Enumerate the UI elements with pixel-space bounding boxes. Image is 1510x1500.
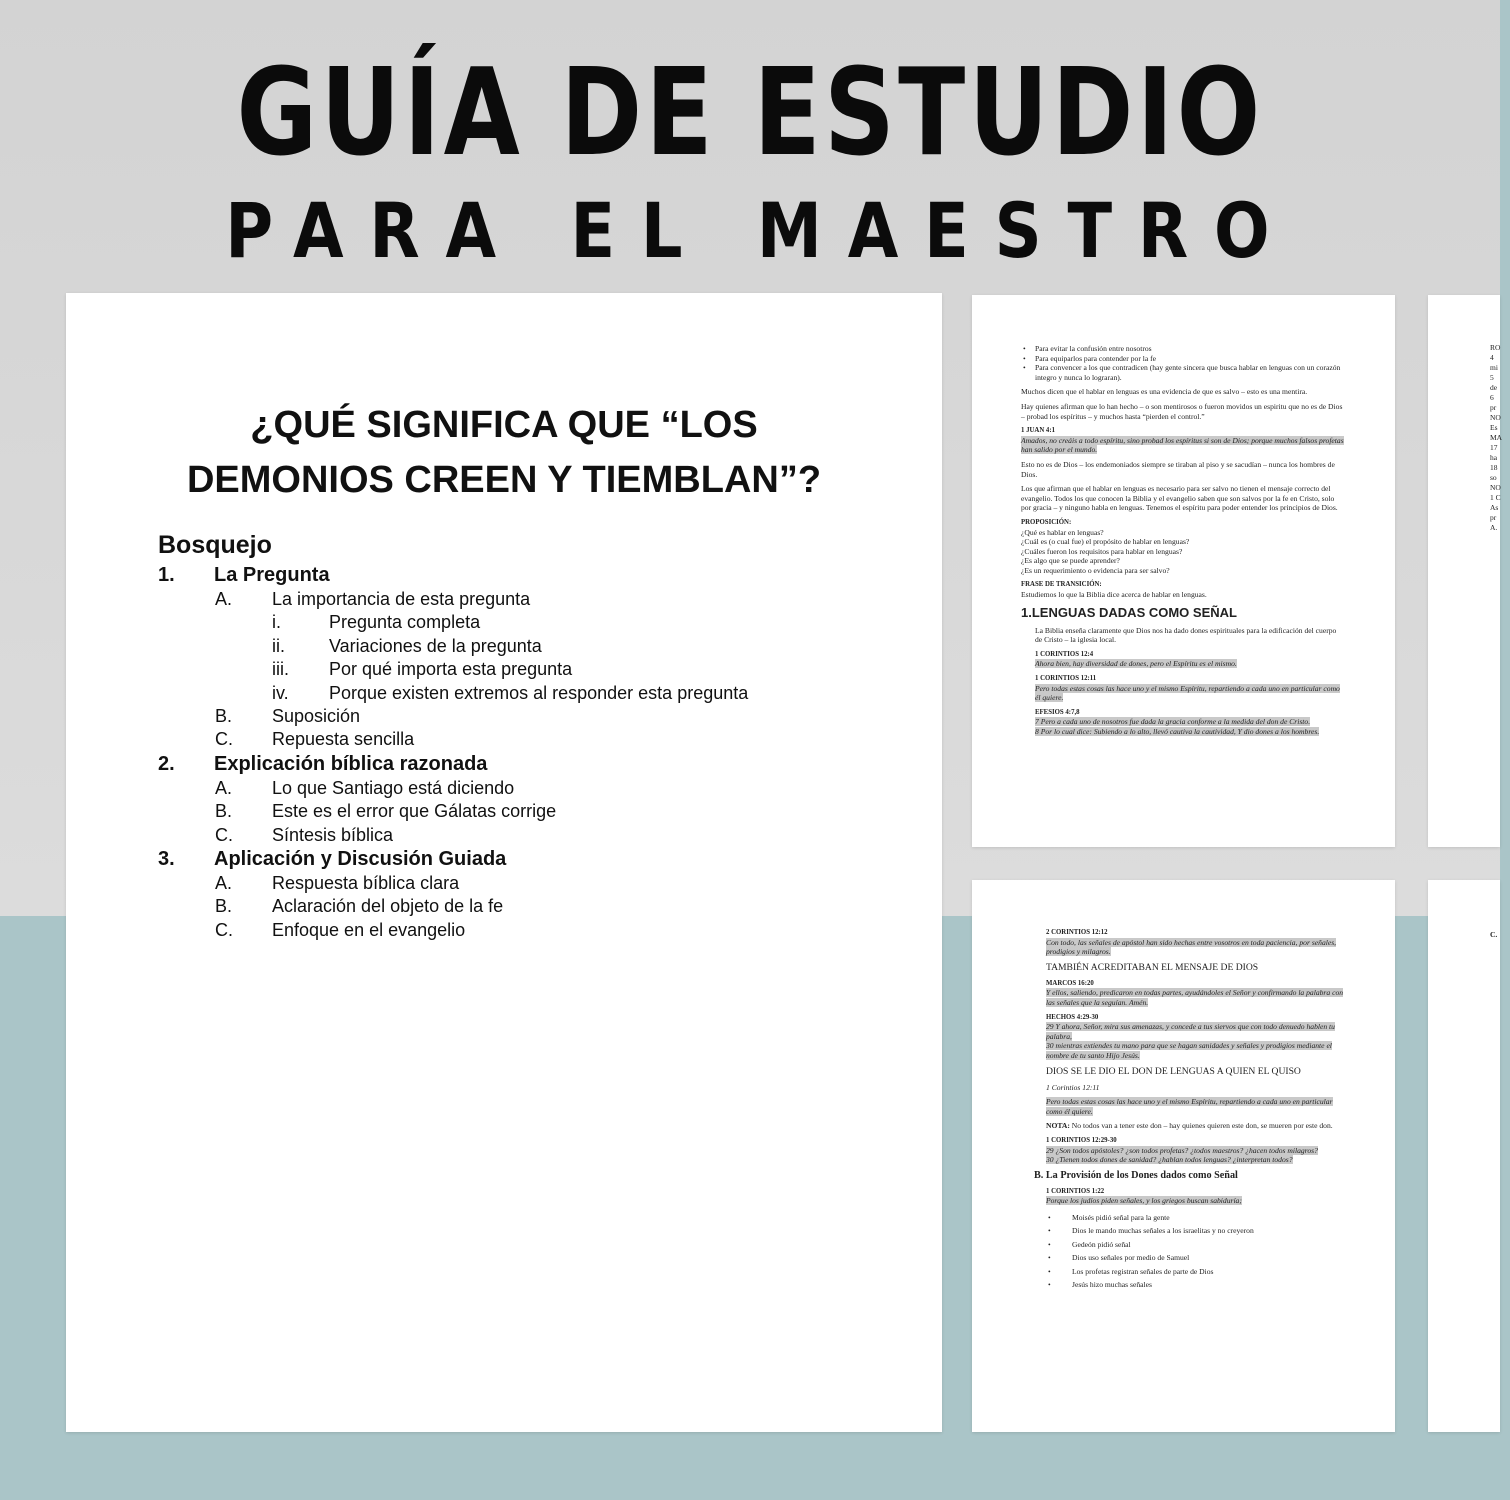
document-title-line2: DEMONIOS CREEN Y TIEMBLAN”? [186,459,822,501]
scripture-reference: 1 CORINTIOS 12:11 [1035,675,1097,683]
section-heading: 1.LENGUAS DADAS COMO SEÑAL [1021,604,1237,620]
banner-title: GUÍA DE ESTUDIO [236,44,1264,183]
outline-text: Pregunta completa [329,612,481,633]
scripture-verse: Pero todas estas cosas las hace uno y el mismo Espíritu, repartiendo a cada uno en particular como él quiere. [1046,1097,1333,1116]
outline-marker: B. [215,705,233,726]
outline-marker: B. [215,896,233,917]
outline-marker: C. [215,919,233,940]
note-text: No todos van a tener este don – hay quienes quieren este don, se mueren por este don. [1069,1121,1333,1131]
outline-item [158,800,878,823]
outline-item [158,752,878,777]
outline-marker: iii. [272,659,289,680]
text-fragment: 1 C [1490,493,1501,502]
text-fragment: RO [1490,343,1501,352]
proposition-question: ¿Es algo que se puede aprender? [1021,556,1120,566]
outline-text: Respuesta bíblica clara [272,872,460,893]
proposition-question: ¿Cuáles fueron los requisitos para hablar en lenguas? [1021,546,1183,556]
text-fragment: MA [1490,433,1503,442]
scripture-reference: 1 JUAN 4:1 [1021,427,1055,435]
proposition-label: PROPOSICIÓN: [1021,518,1072,526]
page3-bullet-list [1046,1211,1346,1291]
text-fragment: NO [1490,413,1501,422]
scripture-verse: 30 mientras extiendes tu mano para que se hagan sanidades y señales y prodigios mediante el nombre de tu santo Hijo Jesús. [1046,1041,1332,1060]
outline-item [158,895,878,918]
page5-visible-fragments [1490,930,1510,940]
scripture-reference: 1 CORINTIOS 1:22 [1046,1187,1105,1195]
preview-page-4 [1428,295,1503,847]
outline-text: Enfoque en el evangelio [272,919,466,940]
bullet-item: • Jesús hizo muchas señales [1046,1278,1346,1291]
note-label: NOTA: [1046,1121,1070,1131]
text-fragment: de [1490,383,1498,392]
page2-bullet-list [1021,344,1345,382]
text-fragment: A. [1490,523,1498,532]
outline-text: Variaciones de la pregunta [329,635,542,656]
outline-rows [158,563,878,942]
outline-text: Suposición [272,705,361,726]
outline-marker: C. [215,824,233,845]
outline-text: Aplicación y Discusión Guiada [214,847,507,870]
outline-marker: iv. [272,682,289,703]
outline-marker: 2. [158,752,175,775]
scripture-verse: 8 Por lo cual dice: Subiendo a lo alto, llevó cautiva la cautividad, Y dio dones a los hombres. [1035,727,1320,736]
scripture-reference: MARCOS 16:20 [1046,979,1094,987]
transition-label: FRASE DE TRANSICIÓN: [1021,581,1102,589]
scripture-verse: Ahora bien, hay diversidad de dones, pero el Espíritu es el mismo. [1035,659,1237,669]
proposition-question: ¿Es un requerimiento o evidencia para ser salvo? [1021,565,1170,575]
outline-item [158,611,878,634]
proposition-questions [1021,528,1345,576]
bullet-item: • Dios le mando muchas señales a los israelitas y no creyeron [1046,1224,1346,1237]
outline-marker: B. [215,801,233,822]
outline-item [158,682,878,705]
scripture-verse: Y ellos, saliendo, predicaron en todas partes, ayudándoles el Señor y confirmando la palabra con las señales que la seguían. Amén. [1046,988,1344,1007]
document-title [66,398,942,508]
text-fragment: pr [1490,403,1497,412]
outline-marker: 3. [158,847,175,870]
outline-item [158,705,878,728]
bullet-item: • Gedeón pidió señal [1046,1238,1346,1251]
text-fragment: 17 [1490,443,1498,452]
banner-subtitle: PARA EL MAESTRO [225,186,1296,275]
text-fragment: C. [1490,930,1498,939]
page2-paragraph: Los que afirman que el hablar en lenguas es necesario para ser salvo no tienen el mensaje correcto del evangelio. Todos los que conocen la Biblia y el evangelio saben que son salvos por la fe en Cristo, solo por gracia – y ninguno habla en lenguas. Tenemos el espíritu para poder entender los principios de Dios. [1021,484,1338,513]
bullet-item: • Para equiparlos para contender por la fe [1021,354,1345,364]
page2-paragraph: La Biblia enseña claramente que Dios nos ha dado dones espirituales para la edificación del cuerpo de Cristo – la iglesia local. [1035,625,1337,645]
outline-text: Porque existen extremos al responder esta pregunta [329,682,749,703]
outline-text: Síntesis bíblica [272,824,394,845]
bullet-item: • Los profetas registran señales de parte de Dios [1046,1265,1346,1278]
outline-text: Este es el error que Gálatas corrige [272,801,557,822]
scripture-verse: 29 ¿Son todos apóstoles? ¿son todos profetas? ¿todos maestros? ¿hacen todos milagros? [1046,1145,1318,1155]
outline-marker: A. [215,872,233,893]
outline-item [158,588,878,611]
outline-marker: A. [215,589,233,609]
preview-page-3 [972,880,1395,1432]
preview-page-2 [972,295,1395,847]
text-fragment: ha [1490,453,1498,462]
text-fragment: pr [1490,513,1497,522]
outline-item [158,847,878,872]
text-fragment: so [1490,473,1497,482]
outline-text: Repuesta sencilla [272,729,415,750]
text-fragment: Es [1490,423,1498,432]
scripture-reference: 2 CORINTIOS 12:12 [1046,929,1108,936]
outline-item [158,919,878,942]
text-fragment: 5 [1490,373,1494,382]
outline-text: Lo que Santiago está diciendo [272,777,515,798]
outline-item [158,777,878,800]
subsection-heading: B. La Provisión de los Dones dados como Señal [1034,1169,1238,1181]
outline-text: Aclaración del objeto de la fe [272,896,504,917]
scripture-verse: Con todo, las señales de apóstol han sido hechas entre vosotros en toda paciencia, por señales, prodigios y milagros. [1046,937,1337,957]
outline-marker: ii. [272,635,285,656]
page3-caps-heading: DIOS SE LE DIO EL DON DE LENGUAS A QUIEN EL QUISO [1046,1065,1301,1077]
page2-paragraph: Muchos dicen que el hablar en lenguas es una evidencia de que es salvo – esto es una mentira. [1021,387,1308,397]
proposition-question: ¿Cuál es (o cual fue) el propósito de hablar en lenguas? [1021,537,1190,547]
scripture-verse: Amados, no creáis a todo espíritu, sino probad los espíritus si son de Dios; porque muchos falsos profetas han salido por el mundo. [1021,435,1344,455]
outline-text: La Pregunta [214,564,330,586]
outline-marker: C. [215,729,233,750]
outline-item [158,872,878,895]
scripture-verse: 7 Pero a cada uno de nosotros fue dada la gracia conforme a la medida del don de Cristo. [1035,717,1311,727]
proposition-question: ¿Qué es hablar en lenguas? [1021,527,1104,537]
text-fragment: mi [1490,363,1498,372]
scripture-verse: 30 ¿Tienen todos dones de sanidad? ¿hablan todos lenguas? ¿interpretan todos? [1046,1155,1293,1165]
outline-marker: i. [272,612,281,633]
text-fragment: As [1490,503,1499,512]
outline-item [158,635,878,658]
scripture-verse: Pero todas estas cosas las hace uno y el mismo Espíritu, repartiendo a cada uno en particular como él quiere. [1035,683,1340,703]
page4-visible-fragments [1490,343,1510,533]
outline-text: Por qué importa esta pregunta [329,659,573,680]
outline-item [158,563,878,588]
scripture-reference: EFESIOS 4:7,8 [1035,708,1080,716]
text-fragment: 18 [1490,463,1498,472]
page2-paragraph: Esto no es de Dios – los endemoniados siempre se tiraban al piso y se sacudían – nunca los hombres de Dios. [1021,459,1335,479]
outline-item [158,824,878,847]
page3-caps-heading: TAMBIÉN ACREDITABAN EL MENSAJE DE DIOS [1046,961,1259,973]
banner [0,44,1500,276]
bullet-item: • Moisés pidió señal para la gente [1046,1211,1346,1224]
scripture-reference: 1 CORINTIOS 12:4 [1035,650,1094,658]
scripture-verse: Porque los judíos piden señales, y los griegos buscan sabiduría; [1046,1196,1242,1206]
scripture-reference: 1 CORINTIOS 12:29-30 [1046,1136,1117,1144]
outline-text: Explicación bíblica razonada [214,752,488,775]
page2-paragraph: Hay quienes afirman que lo han hecho – o son mentirosos o fueron movidos un espiritu que no es de Dios – probad los espíritus – y muchos hasta “pierden el control.” [1021,401,1343,421]
preview-page-5 [1428,880,1500,1432]
bullet-item: • Dios uso señales por medio de Samuel [1046,1251,1346,1264]
scripture-reference: HECHOS 4:29-30 [1046,1013,1099,1021]
bullet-item: • Para evitar la confusión entre nosotros [1021,344,1345,354]
scripture-verse: 29 Y ahora, Señor, mira sus amenazas, y concede a tus siervos que con todo denuedo hablen tu palabra, [1046,1022,1335,1041]
outline-marker: 1. [158,564,175,586]
main-page [66,293,942,1432]
transition-text: Estudiemos lo que la Biblia dice acerca de hablar en lenguas. [1021,590,1207,600]
outline-item [158,728,878,751]
page3-content [1034,928,1346,1291]
outline-heading: Bosquejo [158,531,272,559]
outline-text: La importancia de esta pregunta [272,589,531,609]
document-title-line1: ¿QUÉ SIGNIFICA QUE “LOS [250,404,758,446]
text-fragment: 4 [1490,353,1494,362]
outline-item [158,658,878,681]
text-fragment: 6 [1490,393,1494,402]
page2-content [1021,344,1345,737]
scripture-reference: 1 Corintios 12:11 [1046,1082,1100,1092]
text-fragment: NO [1490,483,1501,492]
bullet-item: • Para convencer a los que contradicen (hay gente sincera que busca hablar en lenguas con un corazón integro y nunca lo lograran). [1021,363,1345,382]
outline-marker: A. [215,777,233,798]
outline [158,529,878,942]
